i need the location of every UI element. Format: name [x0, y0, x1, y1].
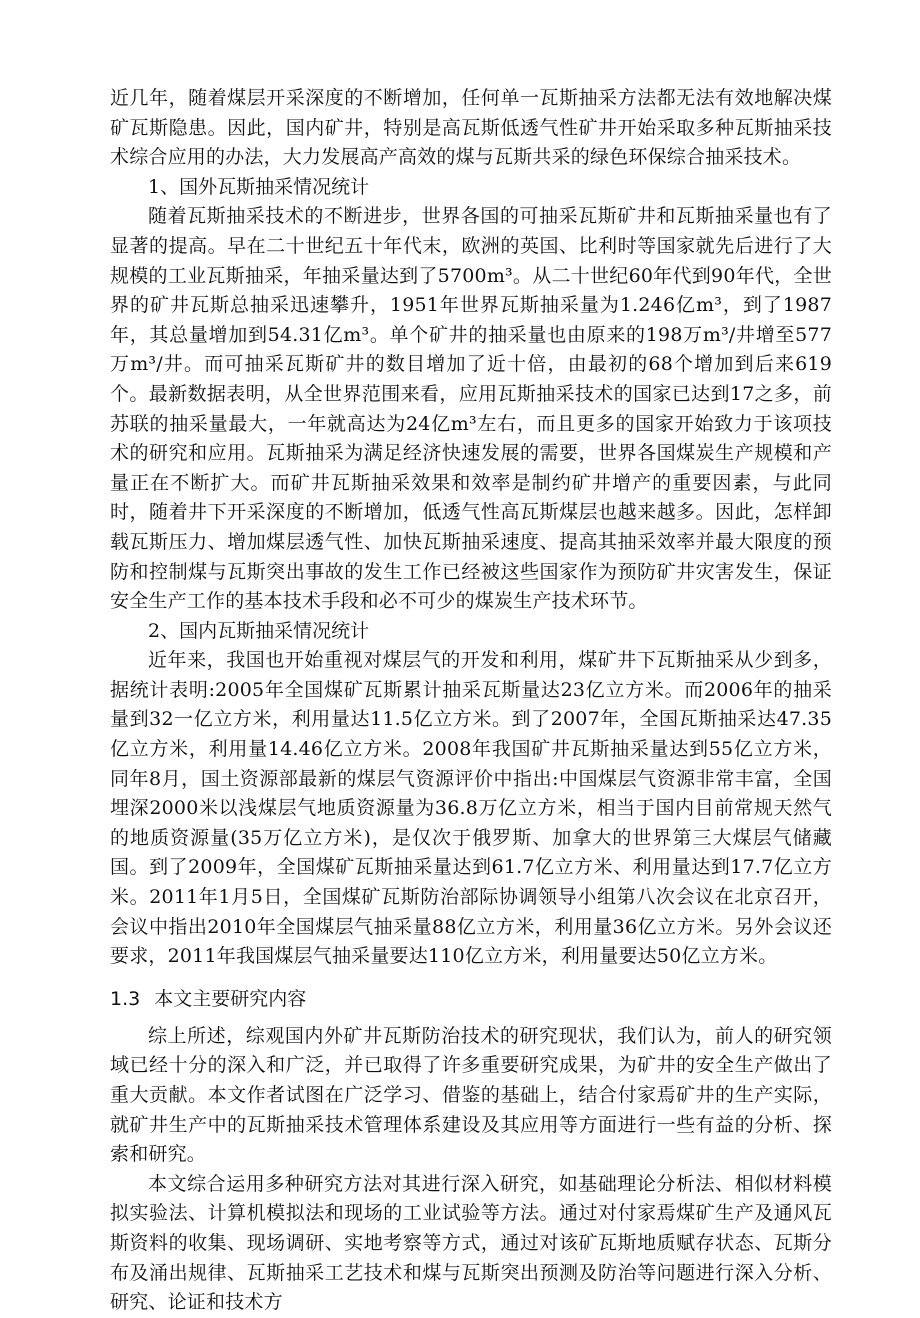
section-number: 1.3: [110, 987, 141, 1010]
subsection-title-domestic: 2、国内瓦斯抽采情况统计: [148, 619, 370, 642]
intro-paragraph: 近几年，随着煤层开采深度的不断增加，任何单一瓦斯抽采方法都无法有效地解决煤矿瓦斯隐患。因此，国内矿井，特别是高瓦斯低透气性矿井开始采取多种瓦斯抽采技术综合应用的办法，大力发展高产高效的煤与瓦斯共采的绿色环保综合抽采技术。: [110, 87, 832, 169]
research-methods-paragraph: 本文综合运用多种研究方法对其进行深入研究，如基础理论分析法、相似材料模拟实验法、计算机模拟法和现场的工业试验等方法。通过对付家焉煤矿生产及通风瓦斯资料的收集、现场调研、实地考察等方式，通过对该矿瓦斯地质赋存状态、瓦斯分布及涌出规律、瓦斯抽采工艺技术和煤与瓦斯突出预测及防治等问题进行深入分析、研究、论证和技术方: [110, 1172, 832, 1314]
section-title: 本文主要研究内容: [154, 987, 307, 1010]
foreign-statistics-paragraph: 随着瓦斯抽采技术的不断进步，世界各国的可抽采瓦斯矿井和瓦斯抽采量也有了显著的提高。早在二十世纪五十年代末，欧洲的英国、比利时等国家就先后进行了大规模的工业瓦斯抽采，年抽采量达到了5700m³。从二十世纪60年代到90年代，全世界的矿井瓦斯总抽采迅速攀升，1951年世界瓦斯抽采量为1.246亿m³，到了1987年，其总量增加到54.31亿m³。单个矿井的抽采量也由原来的198万m³/井增至577万m³/井。而可抽采瓦斯矿井的数目增加了近十倍，由最初的68个增加到后来619个。最新数据表明，从全世界范围来看，应用瓦斯抽采技术的国家已达到17之多，前苏联的抽采量最大，一年就高达为24亿m³左右，而且更多的国家开始致力于该项技术的研究和应用。瓦斯抽采为满足经济快速发展的需要，世界各国煤炭生产规模和产量正在不断扩大。而矿井瓦斯抽采效果和效率是制约矿井增产的重要因素，与此同时，随着井下开采深度的不断增加，低透气性高瓦斯煤层也越来越多。因此，怎样卸载瓦斯压力、增加煤层透气性、加快瓦斯抽采速度、提高其抽采效率并最大限度的预防和控制煤与瓦斯突出事故的发生工作已经被这些国家作为预防矿井灾害发生，保证安全生产工作的基本技术手段和必不可少的煤炭生产技术环节。: [110, 205, 832, 613]
subsection-title-foreign: 1、国外瓦斯抽采情况统计: [148, 175, 370, 198]
domestic-statistics-paragraph: 近年来，我国也开始重视对煤层气的开发和利用，煤矿井下瓦斯抽采从少到多，据统计表明:2005年全国煤矿瓦斯累计抽采瓦斯量达23亿立方米。而2006年的抽采量到32一亿立方米，利用量达11.5亿立方米。到了2007年，全国瓦斯抽采达47.35亿立方米，利用量14.46亿立方米。2008年我国矿井瓦斯抽采量达到55亿立方米，同年8月，国土资源部最新的煤层气资源评价中指出:中国煤层气资源非常丰富，全国埋深2000米以浅煤层气地质资源量为36.8万亿立方米，相当于国内目前常规天然气的地质资源量(35万亿立方米)，是仅次于俄罗斯、加拿大的世界第三大煤层气储藏国。到了2009年，全国煤矿瓦斯抽采量达到61.7亿立方米、利用量达到17.7亿立方米。2011年1月5日，全国煤矿瓦斯防治部际协调领导小组第八次会议在北京召开，会议中指出2010年全国煤层气抽采量88亿立方米，利用量36亿立方米。另外会议还要求，2011年我国煤层气抽采量要达110亿立方米，利用量要达50亿立方米。: [110, 649, 832, 968]
research-summary-paragraph: 综上所述，综观国内外矿井瓦斯防治技术的研究现状，我们认为，前人的研究领域已经十分的深入和广泛，并已取得了许多重要研究成果，为矿井的安全生产做出了重大贡献。本文作者试图在广泛学习、借鉴的基础上，结合付家焉矿井的生产实际，就矿井生产中的瓦斯抽采技术管理体系建设及其应用等方面进行一些有益的分析、探索和研究。: [110, 1024, 832, 1166]
document-page: [110, 84, 832, 1318]
section-heading: [110, 984, 832, 1014]
